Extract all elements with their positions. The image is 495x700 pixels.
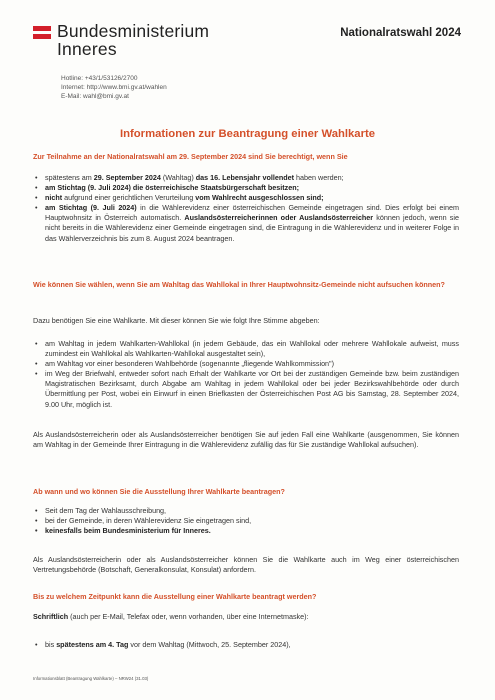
list-item: • am Wahltag in jedem Wahlkarten-Wahllokal (in jedem Gebäude, das ein Wahllokal oder mehrere Wahllokale aufweist, muss zumindest ein Wahllokal als Wahlkarten-Wahllokal ausgestaltet sein), [33, 339, 459, 359]
section1-list [33, 173, 459, 244]
list-item: • am Wahltag vor einer besonderen Wahlbehörde (sogenannte „fliegende Wahlkommission") [33, 359, 459, 369]
list-item: • im Weg der Briefwahl, entweder sofort nach Erhalt der Wahlkarte vor Ort bei der zuständigen Gemeinde bzw. beim zuständigen Magistratischen Bezirksamt, durch Abgabe am Wahltag in jedem Wahllokal oder bei jeder Bezirkswahlbehörde oder durch Übermittlung per Post, wobei ein Einwurf in einen Briefkasten der Österreichischen Post AG bis Samstag, 28. September 2024, 9.00 Uhr, möglich ist. [33, 369, 459, 409]
list-item: • Seit dem Tag der Wahlausschreibung, [33, 506, 459, 516]
election-title: Nationalratswahl 2024 [340, 27, 461, 39]
list-item: • nicht aufgrund einer gerichtlichen Verurteilung vom Wahlrecht ausgeschlossen sind; [33, 193, 459, 203]
section2-intro: Dazu benötigen Sie eine Wahlkarte. Mit dieser können Sie wie folgt Ihre Stimme abgeben: [33, 316, 320, 325]
section4-heading: Bis zu welchem Zeitpunkt kann die Ausstellung einer Wahlkarte beantragt werden? [33, 592, 317, 601]
page-title: Informationen zur Beantragung einer Wahlkarte [119, 128, 376, 140]
section2-list [33, 339, 459, 410]
list-item: • keinesfalls beim Bundesministerium für Inneres. [33, 526, 459, 536]
section2-outro: Als Auslandsösterreicherin oder als Auslandsösterreicher benötigen Sie auf jeden Fall eine Wahlkarte (ausgenommen, Sie können am Wahltag in der Gemeinde Ihrer Eintragung in die Wählerevidenz zufällig das für Sie zuständige Wahllokal aufsuchen). [33, 430, 459, 450]
contact-block [61, 74, 167, 101]
section4-intro: Schriftlich (auch per E-Mail, Telefax oder, wenn vorhanden, über eine Internetmaske): [33, 612, 309, 621]
section3-list [33, 506, 459, 536]
hotline-text: Hotline: +43/1/53126/2700 [61, 75, 138, 82]
section4-list [33, 640, 459, 650]
section3-heading: Ab wann und wo können Sie die Ausstellung Ihrer Wahlkarte beantragen? [33, 487, 285, 496]
section2-heading: Wie können Sie wählen, wenn Sie am Wahltag das Wahllokal in Ihrer Hauptwohnsitz-Gemeinde nicht aufsuchen können? [33, 280, 445, 289]
list-item: • bis spätestens am 4. Tag vor dem Wahltag (Mittwoch, 25. September 2024), [33, 640, 459, 650]
austria-flag-icon [33, 26, 51, 39]
email-link[interactable]: E-Mail: wahl@bmi.gv.at [61, 93, 129, 100]
list-item: • am Stichtag (9. Juli 2024) die österreichische Staatsbürgerschaft besitzen; [33, 183, 459, 193]
list-item: • am Stichtag (9. Juli 2024) in die Wählerevidenz einer österreichischen Gemeinde eingetragen sind. Dies erfolgt bei einem Hauptwohnsitz in Österreich automatisch. Auslandsösterreicherinnen oder Auslandsösterreicher können jedoch, wenn sie nicht bereits in die Wählerevidenz einer Gemeinde eingetragen sind, die Eintragung in die Wählerevidenz und in weiterer Folge in das Wählerverzeichnis bis zum 8. August 2024 beantragen. [33, 203, 459, 243]
section1-heading: Zur Teilnahme an der Nationalratswahl am 29. September 2024 sind Sie berechtigt, wenn Sie [33, 152, 348, 161]
ministry-line1: Bundesministerium [57, 21, 210, 41]
internet-link[interactable]: Internet: http://www.bmi.gv.at/wahlen [61, 84, 167, 91]
list-item: • bei der Gemeinde, in deren Wählerevidenz Sie eingetragen sind, [33, 516, 459, 526]
ministry-line2: Inneres [57, 39, 117, 59]
footer-text: Informationsblatt (Beantragung Wahlkarte) – NRW24 (31.03) [33, 676, 149, 681]
list-item: • spätestens am 29. September 2024 (Wahltag) das 16. Lebensjahr vollendet haben werden; [33, 173, 459, 183]
ministry-logo-text [57, 22, 209, 58]
section3-outro: Als Auslandsösterreicherin oder als Auslandsösterreicher können Sie die Wahlkarte auch im Weg einer österreichischen Vertretungsbehörde (Botschaft, Generalkonsulat, Konsulat) anfordern. [33, 555, 459, 575]
